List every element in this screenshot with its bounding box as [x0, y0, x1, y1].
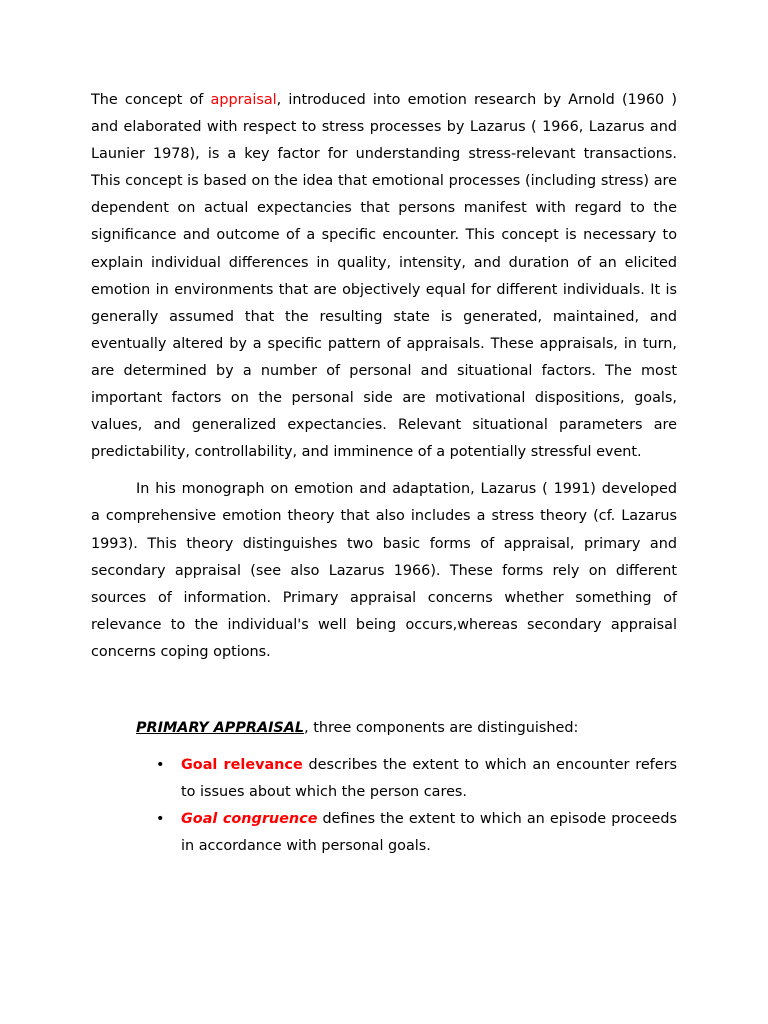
- term-goal-congruence: Goal congruence: [181, 811, 318, 828]
- paragraph-appraisal-concept: [91, 87, 677, 466]
- term-goal-relevance: Goal relevance: [181, 757, 303, 774]
- bullet-icon: •: [156, 811, 165, 828]
- section-label: PRIMARY APPRAISAL: [136, 719, 305, 736]
- section-intro-text: , three components are distinguished:: [304, 719, 579, 736]
- paragraph-text: In his monograph on emotion and adaptation, Lazarus ( 1991) developed a comprehensive emotion theory that also includes a stress theory (cf. Lazarus 1993). This theory distinguishes two basic forms of appraisal, primary and secondary appraisal (see also Lazarus 1966). These forms rely on different sources of information. Primary appraisal concerns whether something of relevance to the individual's well being occurs,whereas secondary appraisal concerns coping options.: [91, 481, 677, 660]
- term-description: defines the extent to which an episode proceeds in accordance with personal goals.: [181, 811, 677, 855]
- list-item-goal-relevance: [156, 752, 678, 806]
- term-description: describes the extent to which an encounter refers to issues about which the person cares.: [181, 757, 678, 801]
- list-item-goal-congruence: [156, 806, 677, 860]
- primary-appraisal-heading: [136, 715, 677, 742]
- bullet-icon: •: [156, 757, 165, 774]
- paragraph-text: The concept of: [91, 92, 211, 108]
- paragraph-text: , introduced into emotion research by Arnold (1960 ) and elaborated with respect to stress processes by Lazarus ( 1966, Lazarus and Launier 1978), is a key factor for understanding stress-relevant transactions. This concept is based on the idea that emotional processes (including stress) are dependent on actual expectancies that persons manifest with regard to the significance and outcome of a specific encounter. This concept is necessary to explain individual differences in quality, intensity, and duration of an elicited emotion in environments that are objectively equal for different individuals. It is generally assumed that the resulting state is generated, maintained, and eventually altered by a specific pattern of appraisals. These appraisals, in turn, are determined by a number of personal and situational factors. The most important factors on the personal side are motivational dispositions, goals, values, and generalized expectancies. Relevant situational parameters are predictability, controllability, and imminence of a potentially stressful event.: [91, 92, 677, 461]
- highlighted-term-appraisal: appraisal: [210, 92, 277, 108]
- paragraph-lazarus-monograph: [91, 476, 677, 666]
- component-list: [156, 752, 678, 860]
